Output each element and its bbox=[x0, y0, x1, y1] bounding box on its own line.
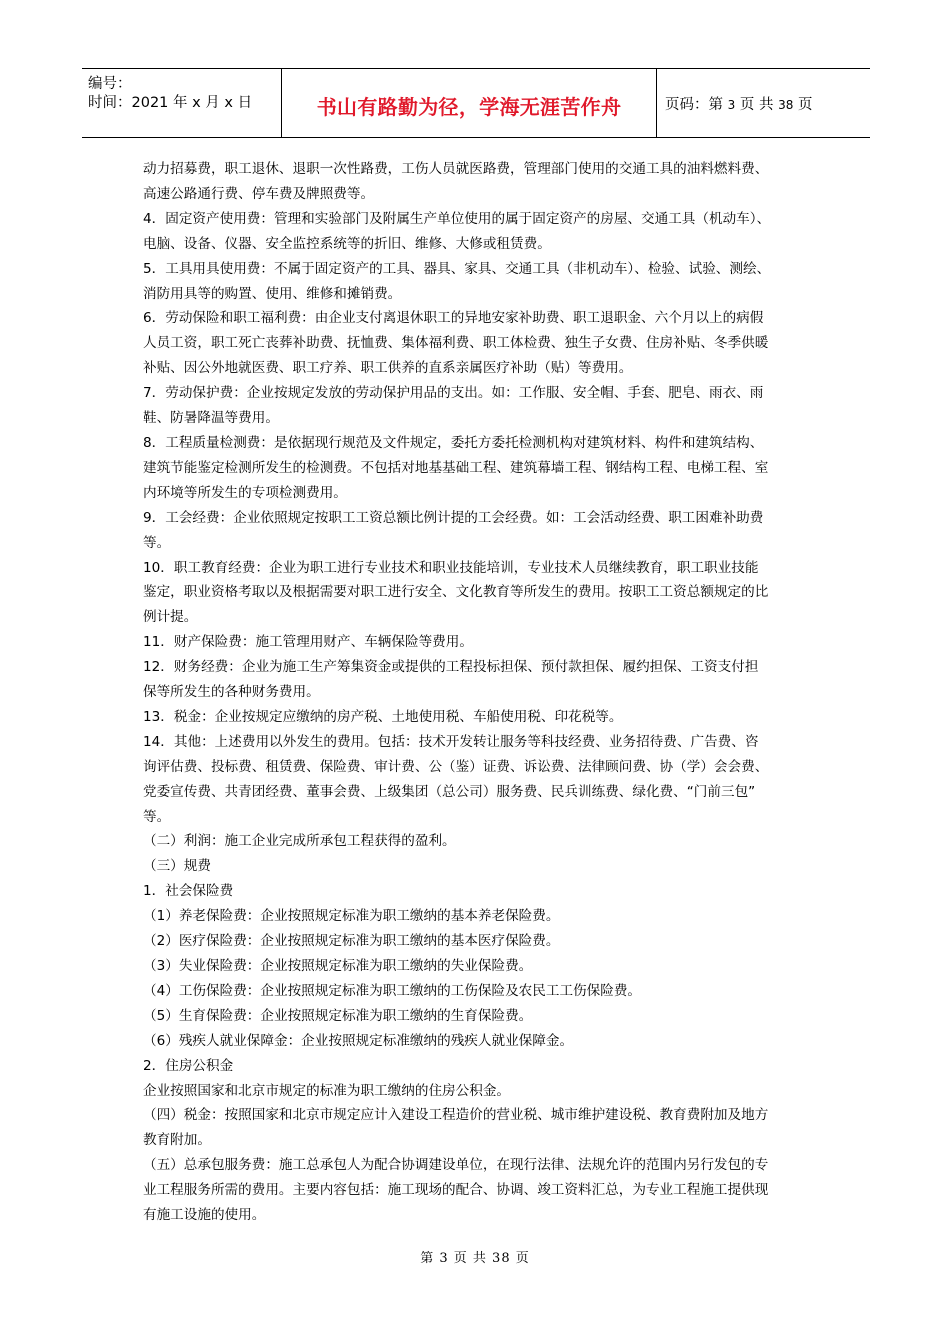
body-line: 补贴、因公外地就医费、职工疗养、职工供养的直系亲属医疗补助（贴）等费用。 bbox=[143, 360, 633, 377]
body-line: （二）利润：施工企业完成所承包工程获得的盈利。 bbox=[143, 833, 456, 850]
body-line: 动力招募费，职工退休、退职一次性路费，工伤人员就医路费，管理部门使用的交通工具的油料燃料费、 bbox=[143, 161, 769, 177]
body-line: （1）养老保险费：企业按照规定标准为职工缴纳的基本养老保险费。 bbox=[143, 908, 560, 925]
body-line: 业工程服务所需的费用。主要内容包括：施工现场的配合、协调、竣工资料汇总，为专业工程施工提供现 bbox=[143, 1182, 769, 1199]
body-line: 高速公路通行费、停车费及牌照费等。 bbox=[143, 185, 375, 202]
body-line: 教育附加。 bbox=[143, 1132, 211, 1149]
body-line: 13．税金：企业按规定应缴纳的房产税、土地使用税、车船使用税、印花税等。 bbox=[143, 708, 623, 725]
page-footer: 第 3 页 共 38 页 bbox=[420, 1251, 530, 1266]
body-line: 7．劳动保护费：企业按规定发放的劳动保护用品的支出。如：工作服、安全帽、手套、肥皂、雨衣、雨 bbox=[143, 385, 764, 402]
body-line: 保等所发生的各种财务费用。 bbox=[143, 684, 320, 701]
body-line: 企业按照国家和北京市规定的标准为职工缴纳的住房公积金。 bbox=[143, 1082, 511, 1099]
page-prefix: 页码：第 bbox=[665, 97, 723, 113]
body-line: 1．社会保险费 bbox=[143, 883, 234, 900]
body-line: 12．财务经费：企业为施工生产筹集资金或提供的工程投标担保、预付款担保、履约担保、工资支付担 bbox=[143, 659, 759, 676]
body-line: 建筑节能鉴定检测所发生的检测费。不包括对地基基础工程、建筑幕墙工程、钢结构工程、电梯工程、室 bbox=[143, 459, 769, 476]
body-line: （3）失业保险费：企业按照规定标准为职工缴纳的失业保险费。 bbox=[143, 958, 533, 974]
body-line: （5）生育保险费：企业按照规定标准为职工缴纳的生育保险费。 bbox=[143, 1007, 533, 1024]
page-mid: 页 共 bbox=[739, 97, 774, 113]
document-body bbox=[143, 157, 823, 1228]
page-suffix: 页 bbox=[797, 97, 813, 113]
header-motto: 书山有路勤为径，学海无涯苦作舟 bbox=[316, 95, 622, 119]
body-line: （6）残疾人就业保障金：企业按照规定标准缴纳的残疾人就业保障金。 bbox=[143, 1032, 574, 1049]
body-line: （五）总承包服务费：施工总承包人为配合协调建设单位，在现行法律、法规允许的范围内另行发包的专 bbox=[143, 1157, 769, 1174]
header-page-cell bbox=[657, 69, 870, 137]
header-page-info bbox=[665, 93, 812, 114]
body-line: 5．工具用具使用费：不属于固定资产的工具、器具、家具、交通工具（非机动车）、检验、试验、测绘、 bbox=[143, 260, 771, 277]
document-number-label: 编号： bbox=[88, 76, 132, 92]
body-line: 内环境等所发生的专项检测费用。 bbox=[143, 484, 347, 501]
body-line: 2．住房公积金 bbox=[143, 1057, 234, 1074]
body-line: 党委宣传费、共青团经费、董事会费、上级集团（总公司）服务费、民兵训练费、绿化费、“门前三包” bbox=[143, 783, 756, 800]
body-line: 鉴定，职业资格考取以及根据需要对职工进行安全、文化教育等所发生的费用。按职工工资总额规定的比 bbox=[143, 584, 769, 601]
body-line: 有施工设施的使用。 bbox=[143, 1207, 266, 1224]
body-line: 等。 bbox=[143, 808, 171, 825]
body-line: 9．工会经费：企业依照规定按职工工资总额比例计提的工会经费。如：工会活动经费、职工困难补助费 bbox=[143, 509, 764, 526]
body-line: （四）税金：按照国家和北京市规定应计入建设工程造价的营业税、城市维护建设税、教育费附加及地方 bbox=[143, 1107, 769, 1124]
body-line: 8．工程质量检测费：是依据现行规范及文件规定，委托方委托检测机构对建筑材料、构件和建筑结构、 bbox=[143, 434, 764, 451]
body-line: （三）规费 bbox=[143, 858, 211, 875]
body-line: 10．职工教育经费：企业为职工进行专业技术和职业技能培训，专业技术人员继续教育，职工职业技能 bbox=[143, 559, 759, 576]
body-line: （4）工伤保险费：企业按照规定标准为职工缴纳的工伤保险及农民工工伤保险费。 bbox=[143, 982, 642, 999]
body-line: 人员工资，职工死亡丧葬补助费、抚恤费、集体福利费、职工体检费、独生子女费、住房补贴、冬季供暖 bbox=[143, 335, 769, 352]
body-line: 等。 bbox=[143, 534, 171, 551]
body-line: 14．其他：上述费用以外发生的费用。包括：技术开发转让服务等科技经费、业务招待费、广告费、咨 bbox=[143, 733, 759, 750]
body-line: 鞋、防暑降温等费用。 bbox=[143, 410, 279, 427]
header-meta-cell bbox=[82, 69, 282, 137]
page-header bbox=[82, 68, 870, 138]
body-line: 消防用具等的购置、使用、维修和摊销费。 bbox=[143, 285, 402, 302]
document-date-label: 时间：2021 年 x 月 x 日 bbox=[88, 95, 253, 111]
body-line: 例计提。 bbox=[143, 609, 198, 626]
total-page-number: 38 bbox=[778, 98, 794, 112]
body-line: （2）医疗保险费：企业按照规定标准为职工缴纳的基本医疗保险费。 bbox=[143, 933, 560, 950]
body-line: 4．固定资产使用费：管理和实验部门及附属生产单位使用的属于固定资产的房屋、交通工具（机动车）、 bbox=[143, 210, 771, 227]
body-line: 6．劳动保险和职工福利费：由企业支付离退休职工的异地安家补助费、职工退职金、六个月以上的病假 bbox=[143, 310, 764, 327]
body-line: 询评估费、投标费、租赁费、保险费、审计费、公（鉴）证费、诉讼费、法律顾问费、协（学）会会费、 bbox=[143, 758, 769, 775]
header-motto-cell bbox=[282, 69, 657, 137]
body-line: 11．财产保险费：施工管理用财产、车辆保险等费用。 bbox=[143, 634, 473, 651]
current-page-number: 3 bbox=[727, 98, 736, 112]
body-line: 电脑、设备、仪器、安全监控系统等的折旧、维修、大修或租赁费。 bbox=[143, 235, 551, 252]
